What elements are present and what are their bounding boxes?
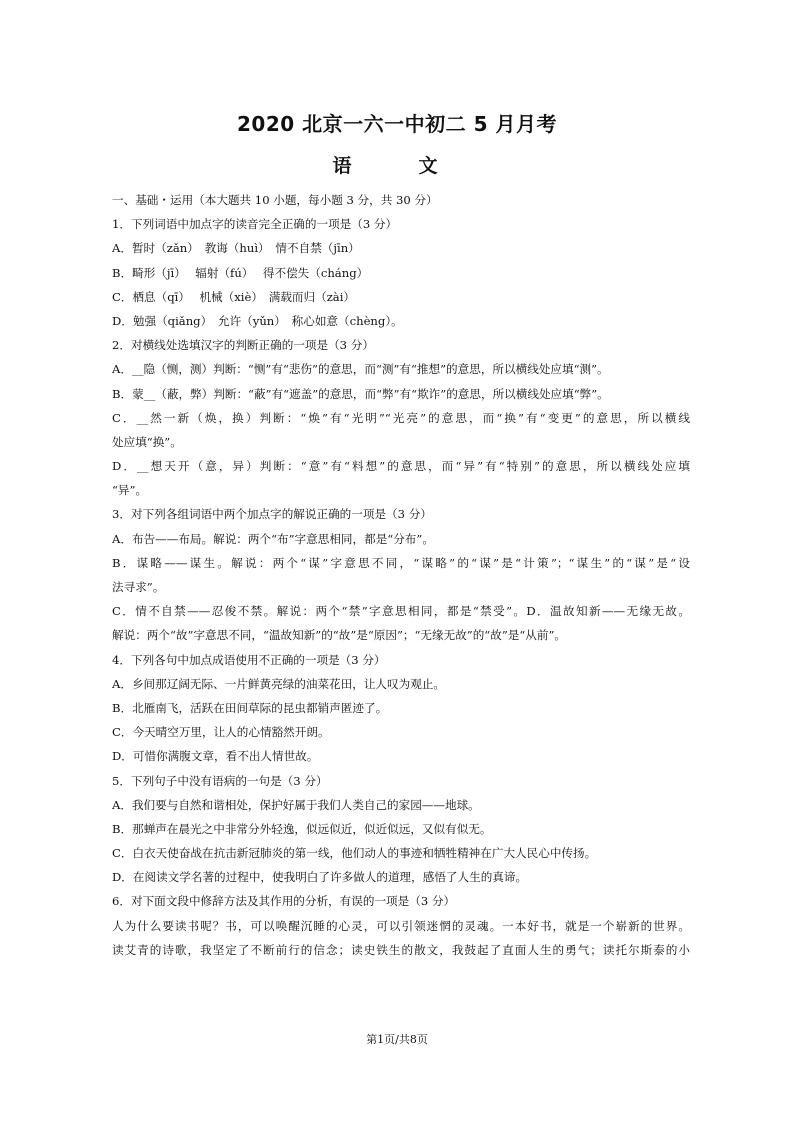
question-2-option-b: B．蒙__（蔽，弊）判断：“蔽”有“遮盖”的意思，而“弊”有“欺诈”的意思，所以横线处应填“弊”。 xyxy=(112,386,609,401)
question-1-option-b: B．畸形（jī） 辐射（fú） 得不偿失（cháng） xyxy=(112,265,369,280)
question-3-option-b: B．谋略——谋生。解说：两个“谋”字意思不同，“谋略”的“谋”是“计策”；“谋生”的“谋”是“设 xyxy=(112,555,690,570)
question-3-option-a: A．布告——布局。解说：两个“布”字意思相同，都是“分布”。 xyxy=(112,531,434,546)
question-4-option-c: C．今天晴空万里，让人的心情豁然开朗。 xyxy=(112,725,330,740)
exam-title: 2020 北京一六一中初二 5 月月考 xyxy=(237,112,557,136)
section-heading: 一、基础・运用（本大题共 10 小题，每小题 3 分，共 30 分） xyxy=(112,193,438,207)
question-1-option-c: C．栖息（qī） 机械（xiè） 满载而归（zài） xyxy=(112,289,356,304)
question-1-option-d: D．勉强（qiǎng） 允许（yǔn） 称心如意（chèng）。 xyxy=(112,313,403,328)
page-footer: 第1页/共8页 xyxy=(366,1033,428,1046)
question-4-option-b: B．北雁南飞，活跃在田间草际的昆虫都销声匿迹了。 xyxy=(112,700,388,715)
subject-heading: 语 文 xyxy=(332,155,462,177)
question-1-stem: 1．下列词语中加点字的读音完全正确的一项是（3 分） xyxy=(112,217,398,232)
question-2-option-c-cont: 处应填“换”。 xyxy=(112,434,182,449)
question-4-option-d: D．可惜你满腹文章，看不出人情世故。 xyxy=(112,749,319,764)
question-6-passage-line-1: 人为什么要读书呢？书，可以唤醒沉睡的心灵，可以引领迷惘的灵魂。一本好书，就是一个崭新的世界。 xyxy=(112,918,690,933)
question-6-passage-line-2: 读艾青的诗歌，我坚定了不断前行的信念；读史铁生的散文，我鼓起了直面人生的勇气；读托尔斯泰的小 xyxy=(112,942,690,957)
question-4-stem: 4．下列各句中加点成语使用不正确的一项是（3 分） xyxy=(112,652,386,667)
question-2-option-d: D．__想天开（意，异）判断：“意”有“料想”的意思，而“异”有“特别”的意思，所以横线处应填 xyxy=(112,459,690,474)
question-5-option-b: B．那蝉声在晨光之中非常分外轻逸，似远似近，似近似远，又似有似无。 xyxy=(112,821,492,836)
question-2-stem: 2．对横线处选填汉字的判断正确的一项是（3 分） xyxy=(112,338,374,353)
question-5-stem: 5．下列句子中没有语病的一句是（3 分） xyxy=(112,773,328,788)
question-1-option-a: A．暂时（zǎn） 教诲（huì） 情不自禁（jīn） xyxy=(112,241,360,256)
question-3-option-b-cont: 法寻求”。 xyxy=(112,580,165,594)
question-3-option-d-cont: 解说：两个“故”字意思不同，“温故知新”的“故”是“原因”；“无缘无故”的“故”是“从前”。 xyxy=(112,628,566,643)
question-3-stem: 3．对下列各组词语中两个加点字的解说正确的一项是（3 分） xyxy=(112,507,432,522)
question-5-option-c: C．白衣天使奋战在抗击新冠肺炎的第一线，他们动人的事迹和牺牲精神在广大人民心中传扬。 xyxy=(112,846,597,861)
question-4-option-a: A．乡间那辽阔无际、一片鲜黄亮绿的油菜花田，让人叹为观止。 xyxy=(112,676,445,691)
question-3-option-c-d: C．情不自禁——忍俊不禁。解说：两个“禁”字意思相同，都是“禁受”。D．温故知新——无缘无故。 xyxy=(112,604,690,619)
question-6-stem: 6．对下面文段中修辞方法及其作用的分析，有误的一项是（3 分） xyxy=(112,894,456,909)
exam-content xyxy=(112,188,690,962)
question-2-option-a: A．__隐（恻，测）判断：“恻”有“悲伤”的意思，而“测”有“推想”的意思，所以横线处应填“测”。 xyxy=(112,362,609,377)
question-5-option-a: A．我们要与自然和谐相处，保护好属于我们人类自己的家园——地球。 xyxy=(112,797,480,812)
question-2-option-d-cont: “异”。 xyxy=(112,483,148,498)
question-2-option-c: C．__然一新（焕，换）判断：“焕”有“光明”“光亮”的意思，而“换”有“变更”的意思，所以横线 xyxy=(112,410,690,425)
question-5-option-d: D．在阅读文学名著的过程中，使我明白了许多做人的道理，感悟了人生的真谛。 xyxy=(112,870,528,885)
